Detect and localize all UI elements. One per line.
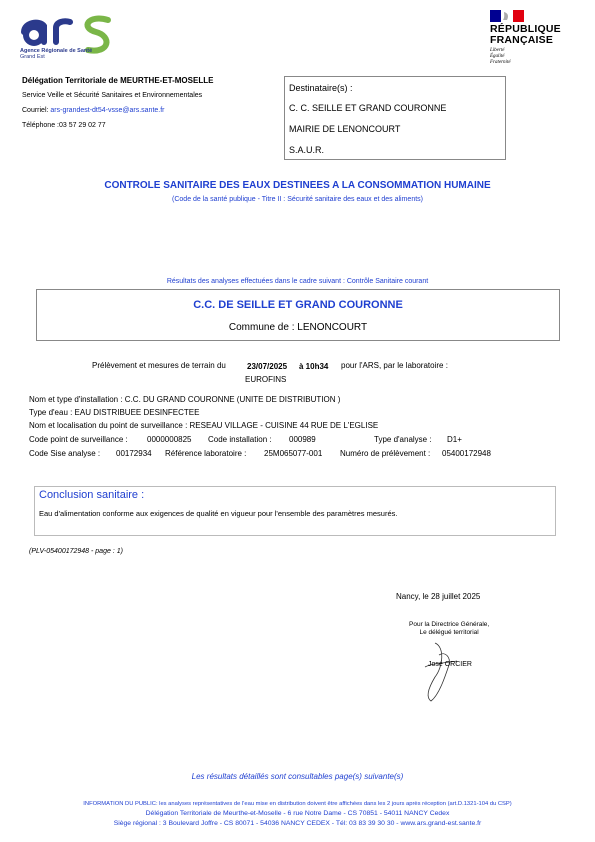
- recipient-item: S.A.U.R.: [289, 145, 325, 155]
- recipient-item: MAIRIE DE LENONCOURT: [289, 124, 401, 134]
- signature-line2: Le délégué territorial: [419, 629, 479, 636]
- email-line: [22, 103, 277, 118]
- footer-public-info: INFORMATION DU PUBLIC: les analyses représentatives de l'eau mise en distribution doivent être affichées dans les 2 jours après réception (art.D.1321-104 du CSP): [83, 801, 512, 807]
- recipient-item: C. C. SEILLE ET GRAND COURONNE: [289, 103, 447, 113]
- recipients-label: Destinataire(s) :: [289, 83, 353, 93]
- lab-reference-value: 25M065077-001: [264, 449, 323, 458]
- handwritten-signature-icon: [405, 637, 485, 705]
- sampling-prefix: Prélèvement et mesures de terrain du: [92, 361, 226, 370]
- sampling-time: à 10h34: [299, 362, 329, 371]
- service-name: Service Veille et Sécurité Sanitaires et Environnementales: [22, 92, 203, 99]
- lab-reference-label: Référence laboratoire :: [165, 449, 247, 458]
- phone-line: Téléphone :03 57 29 02 77: [22, 122, 106, 129]
- motto-liberte: Liberté: [490, 48, 505, 53]
- detailed-results-note: Les résultats détaillés sont consultables page(s) suivante(s): [191, 772, 404, 781]
- sise-code-label: Code Sise analyse :: [29, 449, 101, 458]
- signature-line1: Pour la Directrice Générale,: [409, 621, 490, 628]
- conclusion-box: [34, 486, 556, 536]
- marianne-flag-icon: [490, 10, 524, 22]
- laboratory-name: EUROFINS: [245, 375, 287, 384]
- collectivity-box: [36, 289, 560, 341]
- signatory-name: José ORCIER: [428, 661, 472, 668]
- ars-subtitle-line1: Agence Régionale de Santé: [20, 48, 93, 54]
- sise-code-value: 00172934: [116, 449, 152, 458]
- signature-block: [395, 617, 495, 707]
- surveillance-point-location: Nom et localisation du point de surveillance : RESEAU VILLAGE - CUISINE 44 RUE DE L'EGLISE: [29, 421, 379, 430]
- document-title-block: [0, 180, 595, 203]
- conclusion-text: Eau d'alimentation conforme aux exigences de qualité en vigueur pour l'ensemble des paramètres mesurés.: [39, 509, 398, 518]
- sampling-suffix: pour l'ARS, par le laboratoire :: [341, 361, 448, 370]
- analysis-type-value: D1+: [447, 435, 462, 444]
- date-line: Nancy, le 28 juillet 2025: [396, 592, 481, 601]
- email-label: Courriel:: [22, 107, 51, 114]
- installation-code-label: Code installation :: [208, 435, 272, 444]
- republic-title-line1: RÉPUBLIQUE: [490, 23, 561, 35]
- commune-line: Commune de : LENONCOURT: [228, 322, 368, 333]
- conclusion-title: Conclusion sanitaire :: [39, 489, 145, 501]
- sample-number-label: Numéro de prélèvement :: [340, 449, 431, 458]
- footer: [0, 799, 595, 829]
- motto-fraternite: Fraternité: [490, 60, 511, 65]
- results-context: Résultats des analyses effectuées dans le cadre suivant : Contrôle Sanitaire courant: [166, 278, 429, 285]
- point-code-label: Code point de surveillance :: [29, 435, 128, 444]
- ars-logo: [18, 8, 128, 68]
- document-subtitle: (Code de la santé publique - Titre II : Sécurité sanitaire des eaux et des aliments): [172, 196, 423, 203]
- motto-egalite: Égalité: [490, 54, 505, 59]
- recipients-box: [284, 76, 506, 160]
- republic-title-line2: FRANÇAISE: [490, 34, 554, 46]
- footer-address-headquarters: Siège régional : 3 Boulevard Joffre - CS 80071 - 54036 NANCY CEDEX - Tél: 03 83 39 30 30 - www.ars.grand-est.sante.fr: [113, 820, 482, 827]
- email-link[interactable]: ars-grandest-dt54-vsse@ars.sante.fr: [50, 107, 165, 114]
- water-type: Type d'eau : EAU DISTRIBUEE DESINFECTEE: [29, 408, 200, 417]
- footer-address-delegation: Délégation Territoriale de Meurthe-et-Moselle - 6 rue Notre Dame - CS 70851 - 54011 NANCY Cedex: [145, 810, 450, 817]
- sender-block: [22, 73, 277, 133]
- ars-subtitle-line2: Grand Est: [20, 54, 45, 60]
- sample-number-value: 05400172948: [442, 449, 491, 458]
- delegation-name: Délégation Territoriale de MEURTHE-ET-MOSELLE: [22, 76, 214, 85]
- point-code-value: 0000000825: [147, 435, 192, 444]
- collectivity-name: C.C. DE SEILLE ET GRAND COURONNE: [193, 299, 403, 311]
- installation-name: Nom et type d'installation : C.C. DU GRAND COURONNE (UNITE DE DISTRIBUTION ): [29, 395, 341, 404]
- installation-code-value: 000989: [289, 435, 316, 444]
- document-title: CONTROLE SANITAIRE DES EAUX DESTINEES A LA CONSOMMATION HUMAINE: [104, 180, 491, 191]
- analysis-type-label: Type d'analyse :: [374, 435, 432, 444]
- sampling-date: 23/07/2025: [247, 362, 288, 371]
- plv-reference: (PLV-05400172948 - page : 1): [29, 548, 123, 555]
- republique-francaise-logo: [488, 10, 583, 72]
